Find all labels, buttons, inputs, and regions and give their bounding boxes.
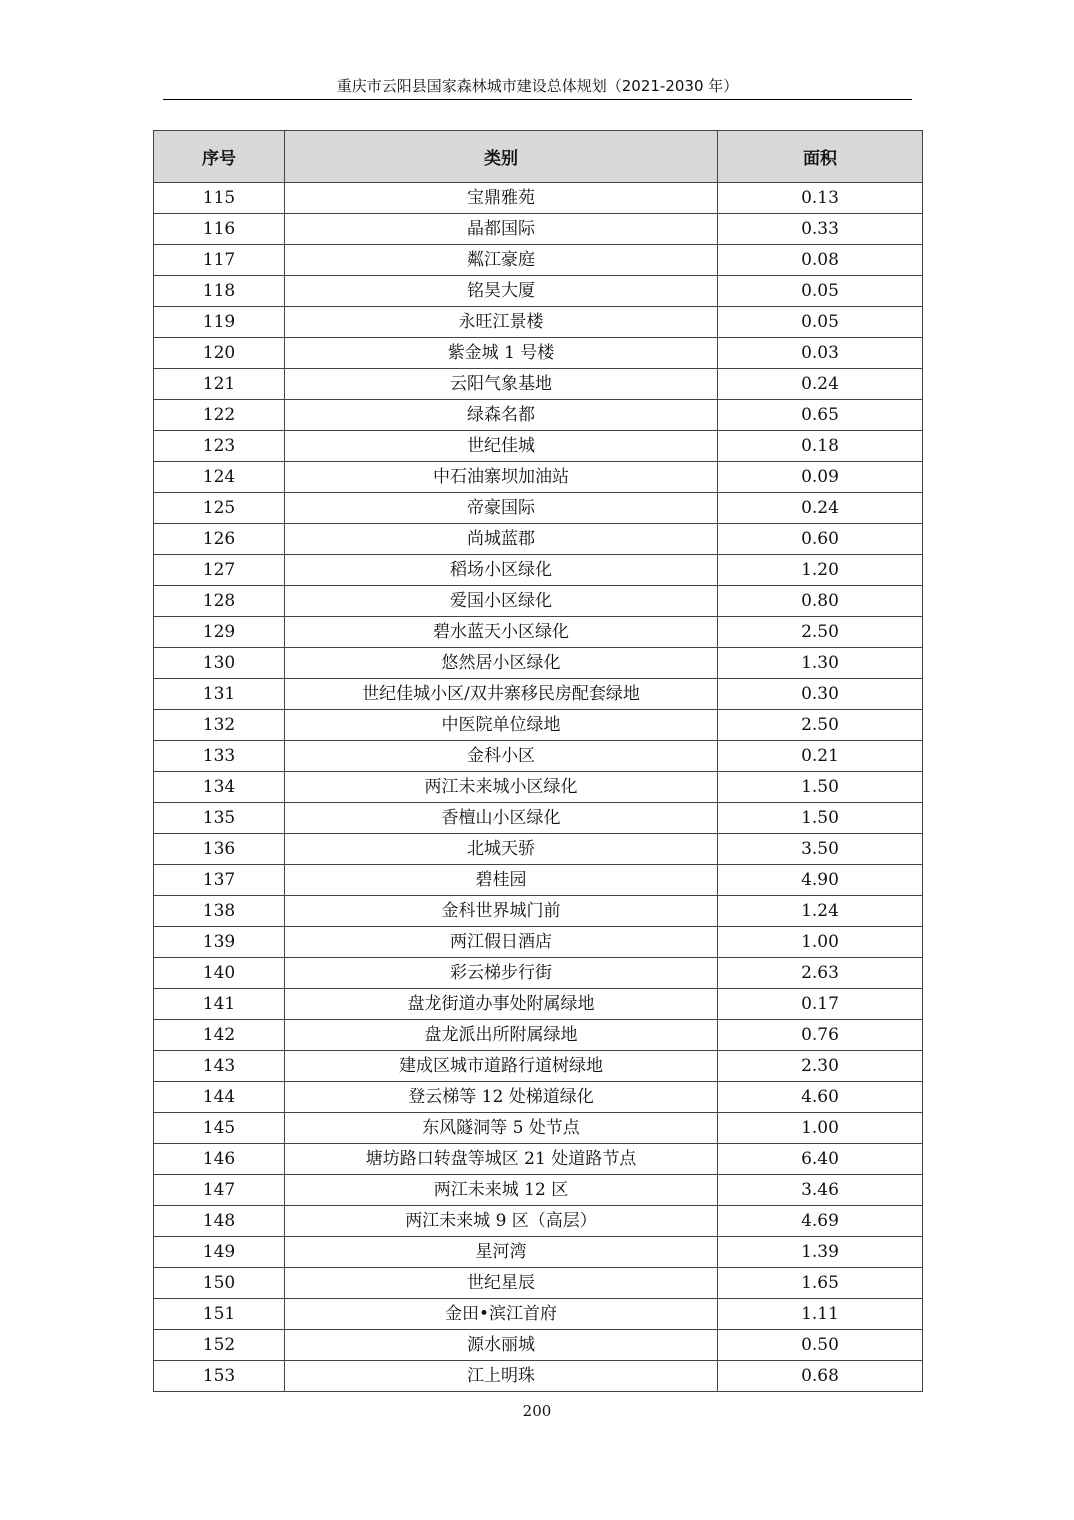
cell-index: 137 bbox=[154, 865, 285, 896]
cell-category: 金科世界城门前 bbox=[285, 896, 718, 927]
cell-area: 2.50 bbox=[718, 617, 923, 648]
cell-category: 源水丽城 bbox=[285, 1330, 718, 1361]
table-row bbox=[154, 493, 923, 524]
cell-index: 117 bbox=[154, 245, 285, 276]
table-row bbox=[154, 1268, 923, 1299]
table-row bbox=[154, 555, 923, 586]
table-row bbox=[154, 586, 923, 617]
table-row bbox=[154, 927, 923, 958]
cell-category: 世纪佳城小区/双井寨移民房配套绿地 bbox=[285, 679, 718, 710]
table-row bbox=[154, 679, 923, 710]
cell-area: 0.03 bbox=[718, 338, 923, 369]
cell-area: 0.13 bbox=[718, 183, 923, 214]
cell-index: 138 bbox=[154, 896, 285, 927]
cell-index: 115 bbox=[154, 183, 285, 214]
cell-area: 0.50 bbox=[718, 1330, 923, 1361]
cell-index: 142 bbox=[154, 1020, 285, 1051]
cell-area: 3.46 bbox=[718, 1175, 923, 1206]
table-row bbox=[154, 307, 923, 338]
cell-area: 0.21 bbox=[718, 741, 923, 772]
column-header-area: 面积 bbox=[718, 131, 923, 183]
table-row bbox=[154, 989, 923, 1020]
table-row bbox=[154, 803, 923, 834]
cell-category: 稻场小区绿化 bbox=[285, 555, 718, 586]
cell-area: 0.68 bbox=[718, 1361, 923, 1392]
cell-category: 爱国小区绿化 bbox=[285, 586, 718, 617]
page-number: 200 bbox=[522, 1402, 552, 1420]
cell-index: 130 bbox=[154, 648, 285, 679]
cell-category: 香檀山小区绿化 bbox=[285, 803, 718, 834]
cell-index: 149 bbox=[154, 1237, 285, 1268]
cell-area: 2.63 bbox=[718, 958, 923, 989]
cell-category: 世纪佳城 bbox=[285, 431, 718, 462]
cell-category: 碧水蓝天小区绿化 bbox=[285, 617, 718, 648]
cell-category: 星河湾 bbox=[285, 1237, 718, 1268]
cell-index: 141 bbox=[154, 989, 285, 1020]
cell-category: 建成区城市道路行道树绿地 bbox=[285, 1051, 718, 1082]
table-row bbox=[154, 1082, 923, 1113]
cell-category: 东风隧洞等 5 处节点 bbox=[285, 1113, 718, 1144]
cell-category: 盘龙派出所附属绿地 bbox=[285, 1020, 718, 1051]
cell-area: 0.09 bbox=[718, 462, 923, 493]
cell-category: 中石油寨坝加油站 bbox=[285, 462, 718, 493]
cell-index: 135 bbox=[154, 803, 285, 834]
table-row bbox=[154, 896, 923, 927]
cell-index: 126 bbox=[154, 524, 285, 555]
cell-area: 4.60 bbox=[718, 1082, 923, 1113]
cell-area: 0.08 bbox=[718, 245, 923, 276]
cell-index: 151 bbox=[154, 1299, 285, 1330]
cell-index: 128 bbox=[154, 586, 285, 617]
table-row bbox=[154, 865, 923, 896]
table-row bbox=[154, 834, 923, 865]
table-row bbox=[154, 710, 923, 741]
cell-category: 世纪星辰 bbox=[285, 1268, 718, 1299]
running-header: 重庆市云阳县国家森林城市建设总体规划（2021-2030 年） bbox=[163, 72, 912, 100]
cell-area: 4.90 bbox=[718, 865, 923, 896]
cell-category: 宝鼎雅苑 bbox=[285, 183, 718, 214]
cell-index: 145 bbox=[154, 1113, 285, 1144]
cell-area: 1.20 bbox=[718, 555, 923, 586]
cell-area: 1.65 bbox=[718, 1268, 923, 1299]
table-row bbox=[154, 245, 923, 276]
column-header-index: 序号 bbox=[154, 131, 285, 183]
table-row bbox=[154, 1113, 923, 1144]
cell-category: 金科小区 bbox=[285, 741, 718, 772]
cell-index: 121 bbox=[154, 369, 285, 400]
cell-index: 140 bbox=[154, 958, 285, 989]
cell-category: 北城天骄 bbox=[285, 834, 718, 865]
table-row bbox=[154, 1051, 923, 1082]
cell-index: 152 bbox=[154, 1330, 285, 1361]
cell-category: 碧桂园 bbox=[285, 865, 718, 896]
cell-category: 晶都国际 bbox=[285, 214, 718, 245]
table-row bbox=[154, 1206, 923, 1237]
cell-category: 尚城蓝郡 bbox=[285, 524, 718, 555]
table-row bbox=[154, 214, 923, 245]
table-row bbox=[154, 400, 923, 431]
table-row bbox=[154, 1175, 923, 1206]
cell-area: 1.50 bbox=[718, 803, 923, 834]
cell-area: 2.30 bbox=[718, 1051, 923, 1082]
cell-category: 江上明珠 bbox=[285, 1361, 718, 1392]
cell-area: 0.24 bbox=[718, 369, 923, 400]
table-row bbox=[154, 1361, 923, 1392]
table-row bbox=[154, 462, 923, 493]
cell-index: 132 bbox=[154, 710, 285, 741]
cell-index: 143 bbox=[154, 1051, 285, 1082]
green-space-table bbox=[153, 130, 923, 1392]
table-row bbox=[154, 369, 923, 400]
cell-index: 150 bbox=[154, 1268, 285, 1299]
cell-area: 0.76 bbox=[718, 1020, 923, 1051]
cell-category: 两江未来城小区绿化 bbox=[285, 772, 718, 803]
cell-category: 登云梯等 12 处梯道绿化 bbox=[285, 1082, 718, 1113]
cell-area: 1.11 bbox=[718, 1299, 923, 1330]
cell-area: 0.17 bbox=[718, 989, 923, 1020]
cell-area: 0.30 bbox=[718, 679, 923, 710]
table-row bbox=[154, 183, 923, 214]
cell-category: 紫金城 1 号楼 bbox=[285, 338, 718, 369]
cell-category: 中医院单位绿地 bbox=[285, 710, 718, 741]
cell-index: 147 bbox=[154, 1175, 285, 1206]
cell-area: 1.39 bbox=[718, 1237, 923, 1268]
cell-index: 136 bbox=[154, 834, 285, 865]
cell-index: 134 bbox=[154, 772, 285, 803]
cell-index: 118 bbox=[154, 276, 285, 307]
table-body bbox=[154, 183, 923, 1392]
cell-category: 帝豪国际 bbox=[285, 493, 718, 524]
cell-category: 金田•滨江首府 bbox=[285, 1299, 718, 1330]
cell-area: 4.69 bbox=[718, 1206, 923, 1237]
table-row bbox=[154, 1299, 923, 1330]
cell-category: 粼江豪庭 bbox=[285, 245, 718, 276]
cell-index: 148 bbox=[154, 1206, 285, 1237]
cell-index: 144 bbox=[154, 1082, 285, 1113]
table-row bbox=[154, 524, 923, 555]
cell-index: 119 bbox=[154, 307, 285, 338]
cell-index: 127 bbox=[154, 555, 285, 586]
cell-area: 0.80 bbox=[718, 586, 923, 617]
cell-category: 两江假日酒店 bbox=[285, 927, 718, 958]
cell-category: 塘坊路口转盘等城区 21 处道路节点 bbox=[285, 1144, 718, 1175]
table-row bbox=[154, 1330, 923, 1361]
table-row bbox=[154, 338, 923, 369]
cell-area: 1.24 bbox=[718, 896, 923, 927]
table-row bbox=[154, 431, 923, 462]
cell-index: 124 bbox=[154, 462, 285, 493]
table-row bbox=[154, 1020, 923, 1051]
cell-area: 2.50 bbox=[718, 710, 923, 741]
cell-category: 盘龙街道办事处附属绿地 bbox=[285, 989, 718, 1020]
column-header-category: 类别 bbox=[285, 131, 718, 183]
cell-area: 1.30 bbox=[718, 648, 923, 679]
cell-area: 0.05 bbox=[718, 307, 923, 338]
cell-index: 116 bbox=[154, 214, 285, 245]
cell-index: 133 bbox=[154, 741, 285, 772]
cell-index: 125 bbox=[154, 493, 285, 524]
cell-area: 1.00 bbox=[718, 1113, 923, 1144]
cell-area: 0.33 bbox=[718, 214, 923, 245]
table-row bbox=[154, 1144, 923, 1175]
cell-area: 1.50 bbox=[718, 772, 923, 803]
cell-area: 0.24 bbox=[718, 493, 923, 524]
cell-category: 绿森名都 bbox=[285, 400, 718, 431]
table-row bbox=[154, 741, 923, 772]
table-row bbox=[154, 1237, 923, 1268]
table-row bbox=[154, 958, 923, 989]
cell-category: 彩云梯步行街 bbox=[285, 958, 718, 989]
cell-area: 6.40 bbox=[718, 1144, 923, 1175]
table-row bbox=[154, 276, 923, 307]
cell-index: 122 bbox=[154, 400, 285, 431]
cell-index: 153 bbox=[154, 1361, 285, 1392]
table-row bbox=[154, 617, 923, 648]
cell-index: 139 bbox=[154, 927, 285, 958]
table-row bbox=[154, 772, 923, 803]
cell-category: 两江未来城 9 区（高层） bbox=[285, 1206, 718, 1237]
cell-area: 0.05 bbox=[718, 276, 923, 307]
cell-category: 铭昊大厦 bbox=[285, 276, 718, 307]
cell-area: 0.65 bbox=[718, 400, 923, 431]
cell-index: 129 bbox=[154, 617, 285, 648]
table-row bbox=[154, 648, 923, 679]
cell-index: 131 bbox=[154, 679, 285, 710]
cell-area: 0.18 bbox=[718, 431, 923, 462]
cell-area: 1.00 bbox=[718, 927, 923, 958]
cell-index: 146 bbox=[154, 1144, 285, 1175]
cell-category: 永旺江景楼 bbox=[285, 307, 718, 338]
cell-category: 两江未来城 12 区 bbox=[285, 1175, 718, 1206]
cell-index: 123 bbox=[154, 431, 285, 462]
table-header-row bbox=[154, 131, 923, 183]
cell-area: 0.60 bbox=[718, 524, 923, 555]
cell-index: 120 bbox=[154, 338, 285, 369]
cell-category: 云阳气象基地 bbox=[285, 369, 718, 400]
cell-category: 悠然居小区绿化 bbox=[285, 648, 718, 679]
cell-area: 3.50 bbox=[718, 834, 923, 865]
